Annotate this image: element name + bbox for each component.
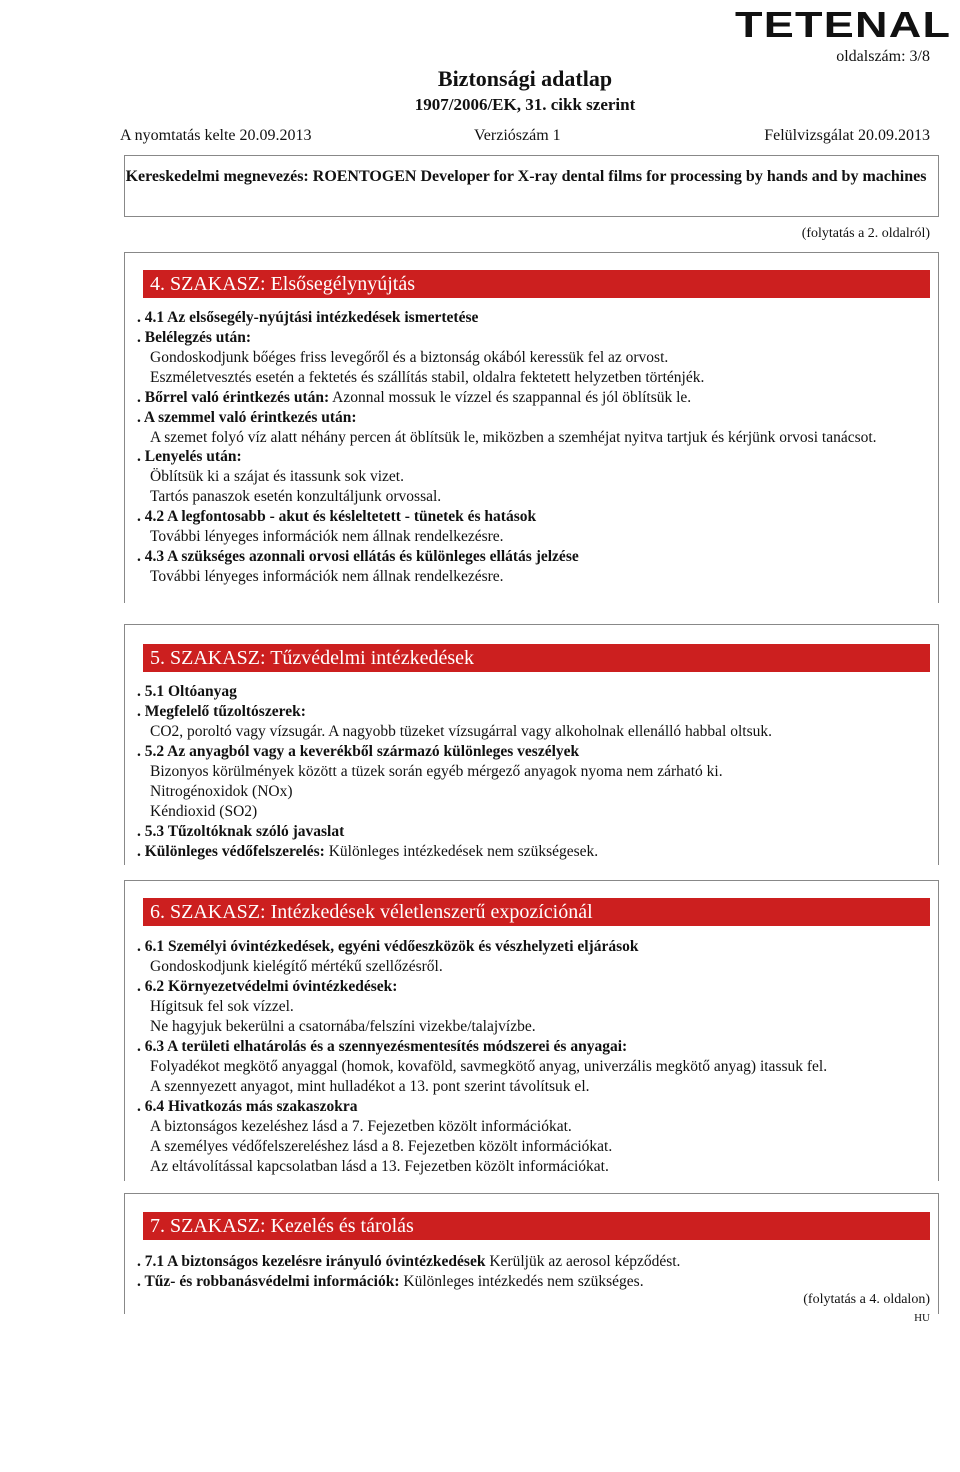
section-7-header: 7. SZAKASZ: Kezelés és tárolás <box>143 1212 930 1240</box>
s4-text: Tartós panaszok esetén konzultáljunk orvossal. <box>150 488 442 505</box>
section-5-header: 5. SZAKASZ: Tűzvédelmi intézkedések <box>143 644 930 672</box>
s5-media-label: . Megfelelő tűzoltószerek: <box>137 703 306 720</box>
s6-text: Hígitsuk fel sok vízzel. <box>150 998 294 1015</box>
s5-text: Kéndioxid (SO2) <box>150 803 258 820</box>
s5-text: Bizonyos körülmények között a tüzek során egyéb mérgező anyagok nyoma nem zárható ki. <box>150 763 723 780</box>
print-date: A nyomtatás kelte 20.09.2013 <box>120 127 312 144</box>
s6-heading-6-4: . 6.4 Hivatkozás más szakaszokra <box>137 1098 358 1115</box>
section-7-body <box>137 1252 937 1292</box>
s6-text: A szennyezett anyagot, mint hulladékot a 13. pont szerint távolítsuk el. <box>150 1078 590 1095</box>
page-number: oldalszám: 3/8 <box>836 48 930 65</box>
product-name: Kereskedelmi megnevezés: ROENTOGEN Developer for X-ray dental films for processing by hands and by machines <box>125 168 927 185</box>
s7-safe-handling <box>137 1252 937 1272</box>
language-code: HU <box>914 1312 930 1324</box>
s4-heading-4-2: . 4.2 A legfontosabb - akut és késleltetett - tünetek és hatások <box>137 508 537 525</box>
s7-handling-text: Kerüljük az aerosol képződést. <box>485 1253 681 1270</box>
s5-text: Nitrogénoxidok (NOx) <box>150 783 293 800</box>
s6-heading-6-2: . 6.2 Környezetvédelmi óvintézkedések: <box>137 978 398 995</box>
s5-heading-5-2: . 5.2 Az anyagból vagy a keverékből származó különleges veszélyek <box>137 743 580 760</box>
s6-text: A személyes védőfelszereléshez lásd a 8. Fejezetben közölt információkat. <box>150 1138 613 1155</box>
s4-text: További lényeges információk nem állnak rendelkezésre. <box>150 568 504 585</box>
version-number: Verziószám 1 <box>474 127 561 144</box>
s5-protective-equipment <box>137 842 937 862</box>
s4-text: Gondoskodjunk bőéges friss levegőről és a biztonság okából keressük fel az orvost. <box>150 349 669 366</box>
s4-heading-4-3: . 4.3 A szükséges azonnali orvosi ellátás és különleges ellátás jelzése <box>137 548 579 565</box>
document-title: Biztonsági adatlap <box>437 66 613 91</box>
tetenal-logo: TETENAL <box>735 4 952 45</box>
s4-ingestion-label: . Lenyelés után: <box>137 448 242 465</box>
s6-text: Folyadékot megkötő anyaggal (homok, kovaföld, savmegkötő anyag, univerzális megkötő anyag) itassuk fel. <box>150 1058 828 1075</box>
s4-skin-contact <box>137 388 937 408</box>
document-subtitle: 1907/2006/EK, 31. cikk szerint <box>414 95 636 114</box>
s6-text: Gondoskodjunk kielégítő mértékű szellőzésről. <box>150 958 443 975</box>
s5-equipment-text: Különleges intézkedések nem szükségesek. <box>324 843 599 860</box>
s4-inhalation-label: . Belélegzés után: <box>137 329 252 346</box>
s4-text: A szemet folyó víz alatt néhány percen át öblítsük le, miközben a szemhéjat nyitva tartjuk és kérjünk orvosi tanácsot. <box>150 429 877 446</box>
s6-text: Ne hagyjuk bekerülni a csatornába/felszíni vizekbe/talajvízbe. <box>150 1018 536 1035</box>
s4-skin-label: . Bőrrel való érintkezés után: <box>137 389 330 406</box>
continued-to: (folytatás a 4. oldalon) <box>803 1292 930 1307</box>
s4-skin-text: Azonnal mossuk le vízzel és szappannal és jól öblítsük le. <box>329 389 692 406</box>
s4-heading-4-1: . 4.1 Az elsősegély-nyújtási intézkedések ismertetése <box>137 309 479 326</box>
s6-text: A biztonságos kezeléshez lásd a 7. Fejezetben közölt információkat. <box>150 1118 572 1135</box>
s5-text: CO2, poroltó vagy vízsugár. A nagyobb tüzeket vízsugárral vagy alkoholnak ellenálló habbal oltsuk. <box>150 723 773 740</box>
s7-handling-label: . 7.1 A biztonságos kezelésre irányuló óvintézkedések <box>137 1253 486 1270</box>
s4-text: Öblítsük ki a szájat és itassunk sok vizet. <box>150 468 404 485</box>
s6-heading-6-3: . 6.3 A területi elhatárolás és a szennyezésmentesítés módszerei és anyagai: <box>137 1038 628 1055</box>
s5-heading-5-3: . 5.3 Tűzoltóknak szóló javaslat <box>137 823 345 840</box>
section-5-body <box>137 682 937 862</box>
s5-equipment-label: . Különleges védőfelszerelés: <box>137 843 325 860</box>
s6-heading-6-1: . 6.1 Személyi óvintézkedések, egyéni védőeszközök és vészhelyzeti eljárások <box>137 938 639 955</box>
s4-text: További lényeges információk nem állnak rendelkezésre. <box>150 528 504 545</box>
continued-from: (folytatás a 2. oldalról) <box>801 226 930 241</box>
revision-date: Felülvizsgálat 20.09.2013 <box>764 127 930 144</box>
section-6-body <box>137 937 937 1177</box>
s4-text: Eszméletvesztés esetén a fektetés és szállítás stabil, oldalra fektetett helyzetben történjék. <box>150 369 705 386</box>
s5-heading-5-1: . 5.1 Oltóanyag <box>137 683 237 700</box>
section-4-header: 4. SZAKASZ: Elsősegélynyújtás <box>143 270 930 298</box>
s7-fire-label: . Tűz- és robbanásvédelmi információk: <box>137 1273 400 1290</box>
s4-eye-label: . A szemmel való érintkezés után: <box>137 409 357 426</box>
s7-fire-text: Különleges intézkedés nem szükséges. <box>399 1273 644 1290</box>
s7-fire-protection <box>137 1272 937 1292</box>
section-6-header: 6. SZAKASZ: Intézkedések véletlenszerű expozíciónál <box>143 898 930 926</box>
section-4-body <box>137 308 937 587</box>
s6-text: Az eltávolítással kapcsolatban lásd a 13. Fejezetben közölt információkat. <box>150 1158 609 1175</box>
